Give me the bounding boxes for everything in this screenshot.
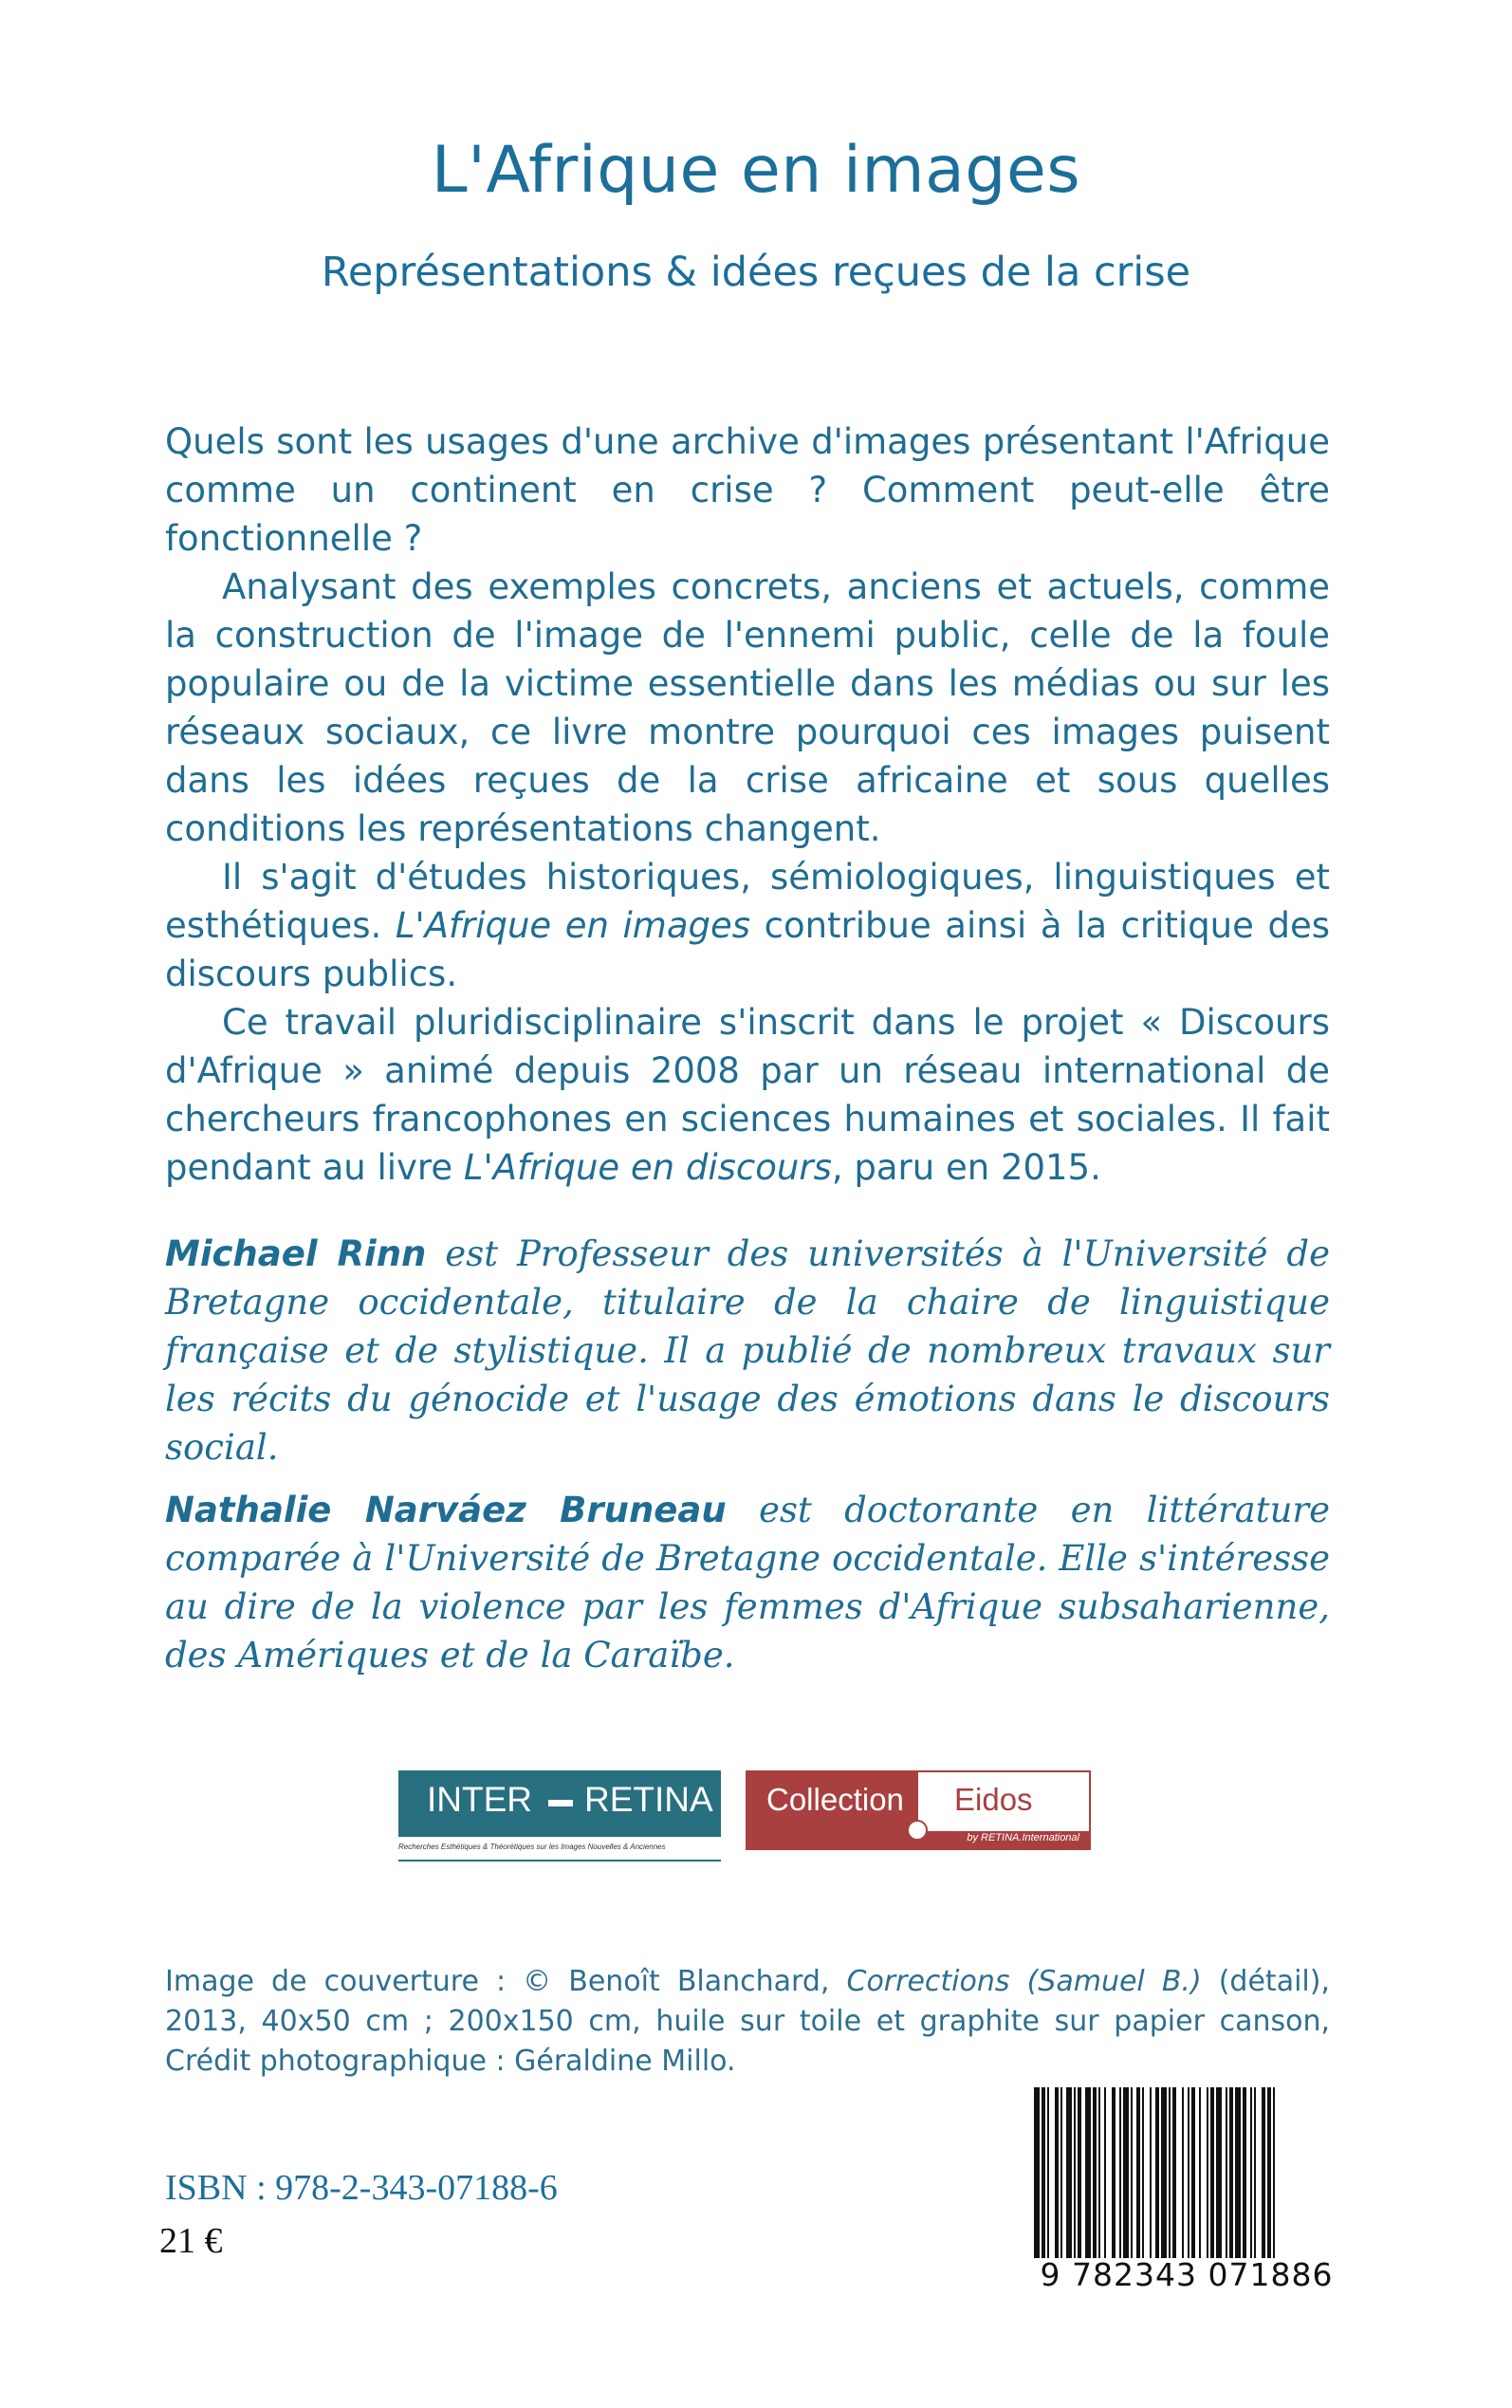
blurb-paragraph-4: [165, 998, 1330, 1192]
barcode-bar: [1066, 2087, 1072, 2258]
barcode-bar: [1085, 2087, 1091, 2258]
credit-text-b: (détail), 2013, 40x50 cm ; 200x150 cm, huile sur toile et graphite sur papier canson, Crédit photographique : Géraldine Millo.: [165, 1965, 1330, 2078]
isbn: ISBN : 978-2-343-07188-6: [165, 2168, 558, 2208]
barcode: [1034, 2087, 1339, 2296]
barcode-bar: [1123, 2087, 1129, 2258]
barcode-bar: [1150, 2087, 1152, 2258]
blurb-paragraph-3: [165, 853, 1330, 998]
collection-logo-left: Collection: [766, 1782, 904, 1817]
barcode-bar: [1136, 2087, 1140, 2258]
barcode-bar: [1047, 2087, 1049, 2258]
barcode-bar: [1267, 2087, 1271, 2258]
barcode-bar: [1119, 2087, 1121, 2258]
paragraph-4-text-b: , paru en 2015.: [831, 1147, 1101, 1188]
barcode-bar: [1199, 2087, 1201, 2258]
barcode-bar: [1226, 2087, 1227, 2258]
paragraph-4-book-title: L'Afrique en discours: [463, 1147, 832, 1188]
collection-eidos-logo: [746, 1770, 1091, 1850]
book-subtitle: Représentations & idées reçues de la crise: [321, 249, 1191, 296]
blurb-paragraph-2: Analysant des exemples concrets, anciens et actuels, comme la construction de l'image de l'ennemi public, celle de la foule populaire ou de la victime essentielle dans les médias ou sur les réseaux sociaux, ce livre montre pourquoi ces images puisent dans les idées reçues de la crise africaine et sous quelles conditions les représentations changent.: [165, 566, 1330, 849]
barcode-bar: [1074, 2087, 1076, 2258]
barcode-bar: [1169, 2087, 1171, 2258]
barcode-bar: [1034, 2087, 1040, 2258]
credit-artwork-title: Corrections (Samuel B.): [846, 1965, 1202, 1998]
inter-retina-logo-dash: [548, 1800, 573, 1806]
barcode-bar: [1188, 2087, 1189, 2258]
barcode-bar: [1216, 2087, 1222, 2258]
collection-logo-dot: [907, 1820, 928, 1841]
credit-text-a: Image de couverture : © Benoît Blanchard,: [165, 1965, 847, 1998]
barcode-bar: [1112, 2087, 1116, 2258]
barcode-bar: [1254, 2087, 1256, 2258]
barcode-bar: [1042, 2087, 1045, 2258]
barcode-bar: [1207, 2087, 1208, 2258]
inter-retina-logo-underline: [398, 1860, 721, 1862]
barcode-bar: [1078, 2087, 1081, 2258]
barcode-bar: [1172, 2087, 1176, 2258]
barcode-bar: [1262, 2087, 1265, 2258]
inter-retina-logo: [398, 1770, 721, 1867]
paragraph-3-text-b: contribue ainsi à la critique des discours publics.: [165, 905, 1330, 994]
barcode-bar: [1235, 2087, 1241, 2258]
barcode-bar: [1142, 2087, 1144, 2258]
barcode-bar: [1060, 2087, 1062, 2258]
blurb: [165, 417, 1330, 1192]
barcode-bar: [1104, 2087, 1106, 2258]
barcode-bar: [1155, 2087, 1159, 2258]
collection-logo-right: Eidos: [954, 1782, 1033, 1817]
barcode-bar: [1191, 2087, 1195, 2258]
paragraph-4-text-a: Ce travail pluridisciplinaire s'inscrit dans le projet « Discours d'Afrique » animé depuis 2008 par un réseau international de chercheurs francophones en sciences humaines et sociales. Il fait pendant au livre: [165, 1002, 1330, 1188]
paragraph-3-text-a: Il s'agit d'études historiques, sémiologiques, linguistiques et esthétiques.: [165, 857, 1330, 946]
price: 21 €: [159, 2221, 223, 2261]
cover-image-credit: [165, 1962, 1330, 2082]
barcode-bars: [1034, 2087, 1339, 2258]
book-title: L'Afrique en images: [431, 133, 1081, 208]
barcode-bar: [1093, 2087, 1097, 2258]
barcode-number: 9 782343 071886: [1040, 2256, 1334, 2293]
author-bio-1: [165, 1230, 1330, 1472]
barcode-bar: [1273, 2087, 1275, 2258]
barcode-bar: [1250, 2087, 1252, 2258]
author-bio-text-1: est Professeur des universités à l'Université de Bretagne occidentale, titulaire de la chaire de linguistique française et de stylistique. Il a publié de nombreux travaux sur les récits du génocide et l'usage des émotions dans le discours social.: [165, 1233, 1330, 1468]
inter-retina-logo-tagline: Recherches Esthétiques & Théorétiques sur les Images Nouvelles & Anciennes: [398, 1843, 666, 1851]
author-bio-text-2: est doctorante en littérature comparée à l'Université de Bretagne occidentale. Elle s'intéresse au dire de la violence par les femmes d'Afrique subsaharienne, des Amériques et de la Caraïbe.: [165, 1490, 1330, 1676]
barcode-bar: [1098, 2087, 1100, 2258]
inter-retina-logo-right: RETINA: [584, 1780, 713, 1819]
barcode-bar: [1229, 2087, 1233, 2258]
barcode-bar: [1243, 2087, 1246, 2258]
author-name-1: Michael Rinn: [165, 1233, 427, 1274]
paragraph-3-book-title: L'Afrique en images: [395, 905, 751, 946]
barcode-bar: [1131, 2087, 1133, 2258]
author-bio-2: [165, 1486, 1330, 1679]
barcode-bar: [1210, 2087, 1214, 2258]
author-name-2: Nathalie Narváez Bruneau: [165, 1490, 727, 1530]
collection-logo-byline: by RETINA.International: [967, 1832, 1079, 1843]
barcode-bar: [1182, 2087, 1184, 2258]
barcode-bar: [1161, 2087, 1167, 2258]
barcode-bar: [1055, 2087, 1059, 2258]
blurb-paragraph-1: Quels sont les usages d'une archive d'images présentant l'Afrique comme un continent en crise ? Comment peut-elle être fonctionnelle ?: [165, 421, 1330, 559]
inter-retina-logo-left: INTER: [427, 1780, 532, 1819]
